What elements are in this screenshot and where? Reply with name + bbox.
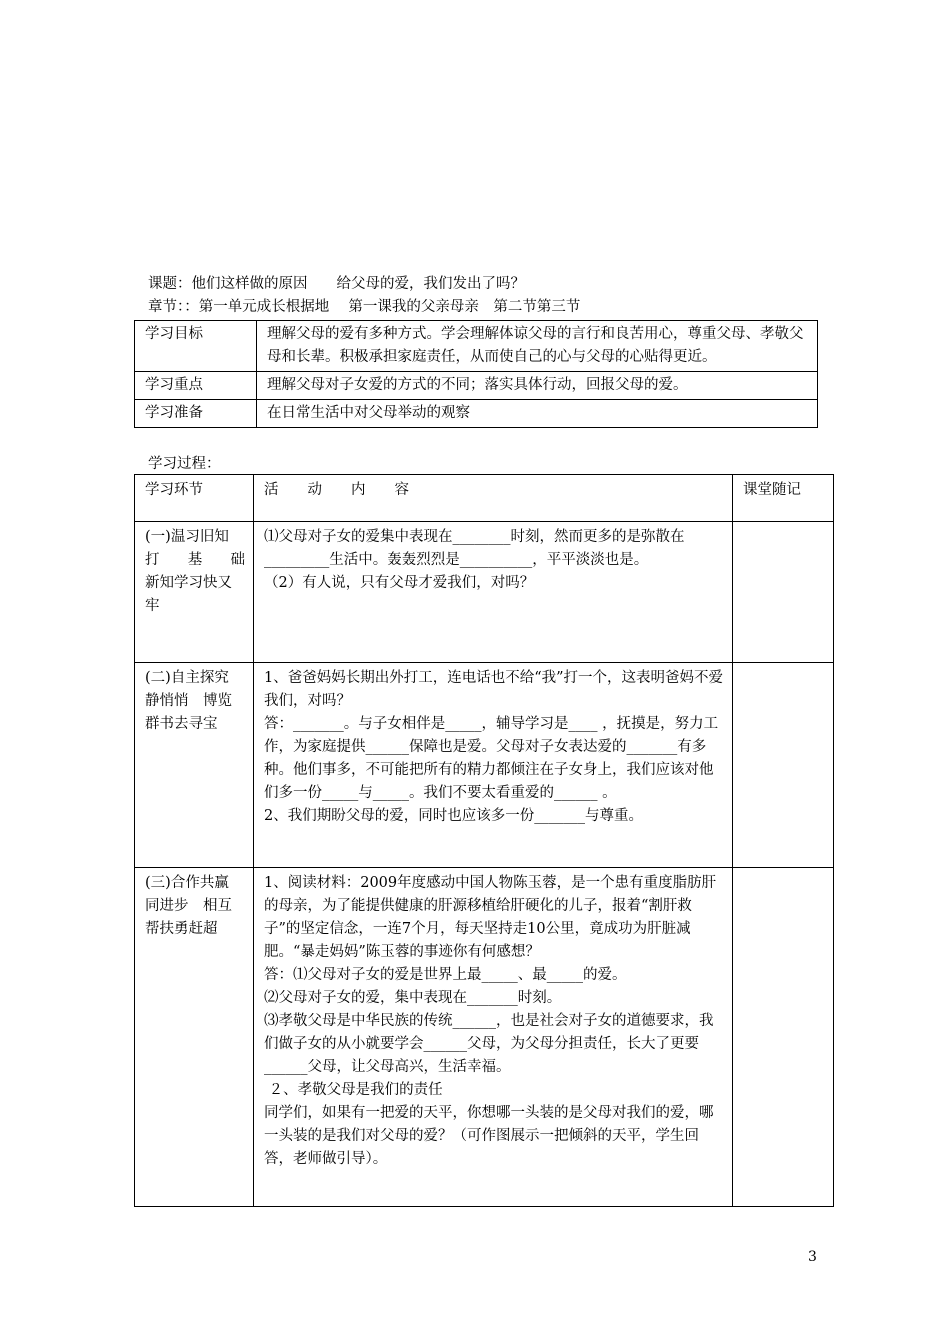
activity-paragraph: ⑵父母对子女的爱，集中表现在_______时刻。 — [264, 990, 562, 1006]
stage-text: (一)温习旧知 — [145, 529, 229, 545]
info-value: 理解父母对子女爱的方式的不同；落实具体行动，回报父母的爱。 — [257, 372, 818, 400]
activity-paragraph: 同学们，如果有一把爱的天平，你想哪一头装的是父母对我们的爱，哪一头装的是我们对父母的爱？（可作图展示一把倾斜的天平，学生回答，老师做引导）。 — [264, 1105, 714, 1167]
header-notes: 课堂随记 — [733, 475, 834, 522]
table-row — [135, 663, 834, 868]
stage-cell — [135, 522, 254, 663]
chapter-line: 章节：：第一单元成长根据地 第一课我的父亲母亲 第二节第三节 — [148, 299, 581, 315]
learning-info-table — [134, 320, 818, 428]
activity-paragraph: 2、我们期盼父母的爱，同时也应该多一份_______与尊重。 — [264, 808, 643, 824]
stage-text: 打 基 础 — [145, 552, 245, 568]
notes-cell — [733, 663, 834, 868]
info-row-focus — [135, 372, 818, 400]
stage-text: (二)自主探究 — [145, 670, 229, 686]
table-row — [135, 868, 834, 1207]
info-row-preparation — [135, 400, 818, 428]
stage-text: 静悄悄 博览群书去寻宝 — [145, 693, 232, 732]
info-row-goal — [135, 321, 818, 372]
info-label: 学习重点 — [135, 372, 257, 400]
stage-text: 新知学习快又牢 — [145, 575, 232, 614]
activity-cell — [254, 868, 733, 1207]
activity-paragraph: 1、阅读材料：2009年度感动中国人物陈玉蓉，是一个患有重度脂肪肝的母亲，为了能提供健康的肝源移植给肝硬化的儿子，报着“割肝救子”的坚定信念，一连7个月，每天坚持走10公里，竟成功为肝脏减肥。“暴走妈妈”陈玉蓉的事迹你有何感想？ — [264, 875, 717, 960]
activity-paragraph: 1、爸爸妈妈长期出外打工，连电话也不给“我”打一个，这表明爸妈不爱我们，对吗？ — [264, 670, 724, 709]
info-label: 学习准备 — [135, 400, 257, 428]
table-header-row — [135, 475, 834, 522]
activity-cell — [254, 663, 733, 868]
table-row — [135, 522, 834, 663]
activity-paragraph: 答：⑴父母对子女的爱是世界上最_____、最_____的爱。 — [264, 967, 627, 983]
lesson-title: 课题：他们这样做的原因 给父母的爱，我们发出了吗？ — [148, 276, 525, 292]
learning-process-table — [134, 474, 834, 1207]
stage-text: 同进步 相互帮扶勇赶超 — [145, 898, 232, 937]
notes-cell — [733, 522, 834, 663]
page-number: 3 — [808, 1249, 817, 1265]
info-value: 在日常生活中对父母举动的观察 — [257, 400, 818, 428]
stage-text: (三)合作共赢 — [145, 875, 229, 891]
activity-paragraph: 答：_______。与子女相伴是_____，辅导学习是____ ，抚摸是，努力工作，为家庭提供______保障也是爱。父母对子女表达爱的_______有多种。他们事多，不可能把所有的精力都倾注在子女身上，我们应该对他们多一份_____与_____。我们不要太看重爱的______ 。 — [264, 716, 719, 801]
info-value: 理解父母的爱有多种方式。学会理解体谅父母的言行和良苦用心，尊重父母、孝敬父母和长辈。积极承担家庭责任，从而使自己的心与父母的心贴得更近。 — [257, 321, 818, 372]
header-stage: 学习环节 — [135, 475, 254, 522]
activity-paragraph: ２、孝敬父母是我们的责任 — [264, 1082, 443, 1098]
notes-cell — [733, 868, 834, 1207]
activity-cell — [254, 522, 733, 663]
activity-paragraph: ⑶孝敬父母是中华民族的传统______，也是社会对子女的道德要求，我们做子女的从小就要学会______父母，为父母分担责任，长大了更要______父母，让父母高兴，生活幸福。 — [264, 1013, 714, 1075]
header-activity: 活 动 内 容 — [254, 475, 733, 522]
info-label: 学习目标 — [135, 321, 257, 372]
stage-cell — [135, 868, 254, 1207]
activity-paragraph: （2）有人说，只有父母才爱我们，对吗？ — [264, 575, 535, 591]
stage-cell — [135, 663, 254, 868]
process-label: 学习过程： — [148, 456, 221, 472]
activity-paragraph: ⑴父母对子女的爱集中表现在________时刻，然而更多的是弥散在_________生活中。轰轰烈烈是__________，平平淡淡也是。 — [264, 529, 685, 568]
